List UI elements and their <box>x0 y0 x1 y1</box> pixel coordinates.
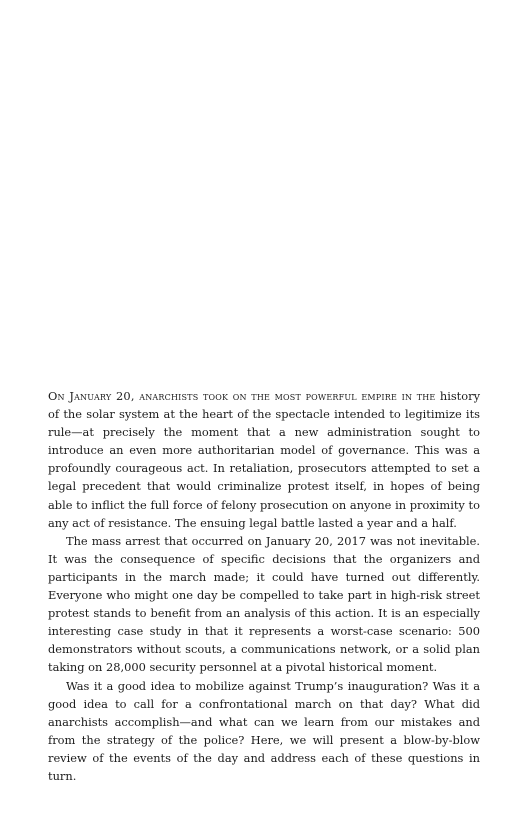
paragraph-3: Was it a good idea to mobilize against Trump’s inauguration? Was it a good idea to call for a confrontational march on that day? What did anarchists accomplish—and what can we learn from our mistakes and from the strategy of the police? Here, we will present a blow-by-blow review of the events of the day and address each of these questions in turn. <box>48 678 480 783</box>
paragraph-2: The mass arrest that occurred on January 20, 2017 was not inevitable. It was the consequence of specific decisions that the organizers and participants in the march made; it could have turned out differently. Everyone who might one day be compelled to take part in high-risk street protest stands to benefit from an analysis of this action. It is an especially interesting case study in that it represents a worst-case scenario: 500 demonstrators without scouts, a communications network, or a solid plan taking on 28,000 security personnel at a pivotal historical moment. <box>48 533 480 675</box>
lead-in-small-caps: On January 20, anarchists took on the most powerful empire in the <box>48 389 436 403</box>
body-text <box>48 387 480 785</box>
paragraph-1 <box>48 387 480 532</box>
paragraph-1-text: history of the solar system at the heart of the spectacle intended to legitimize its rule—at precisely the moment that a new administration sought to introduce an even more authoritarian model of governance. This was a profoundly courageous act. In retaliation, prosecutors attempted to set a legal precedent that would criminalize protest itself, in hopes of being able to inflict the full force of felony prosecution on anyone in proximity to any act of resistance. The ensuing legal battle lasted a year and a half. <box>48 389 480 530</box>
